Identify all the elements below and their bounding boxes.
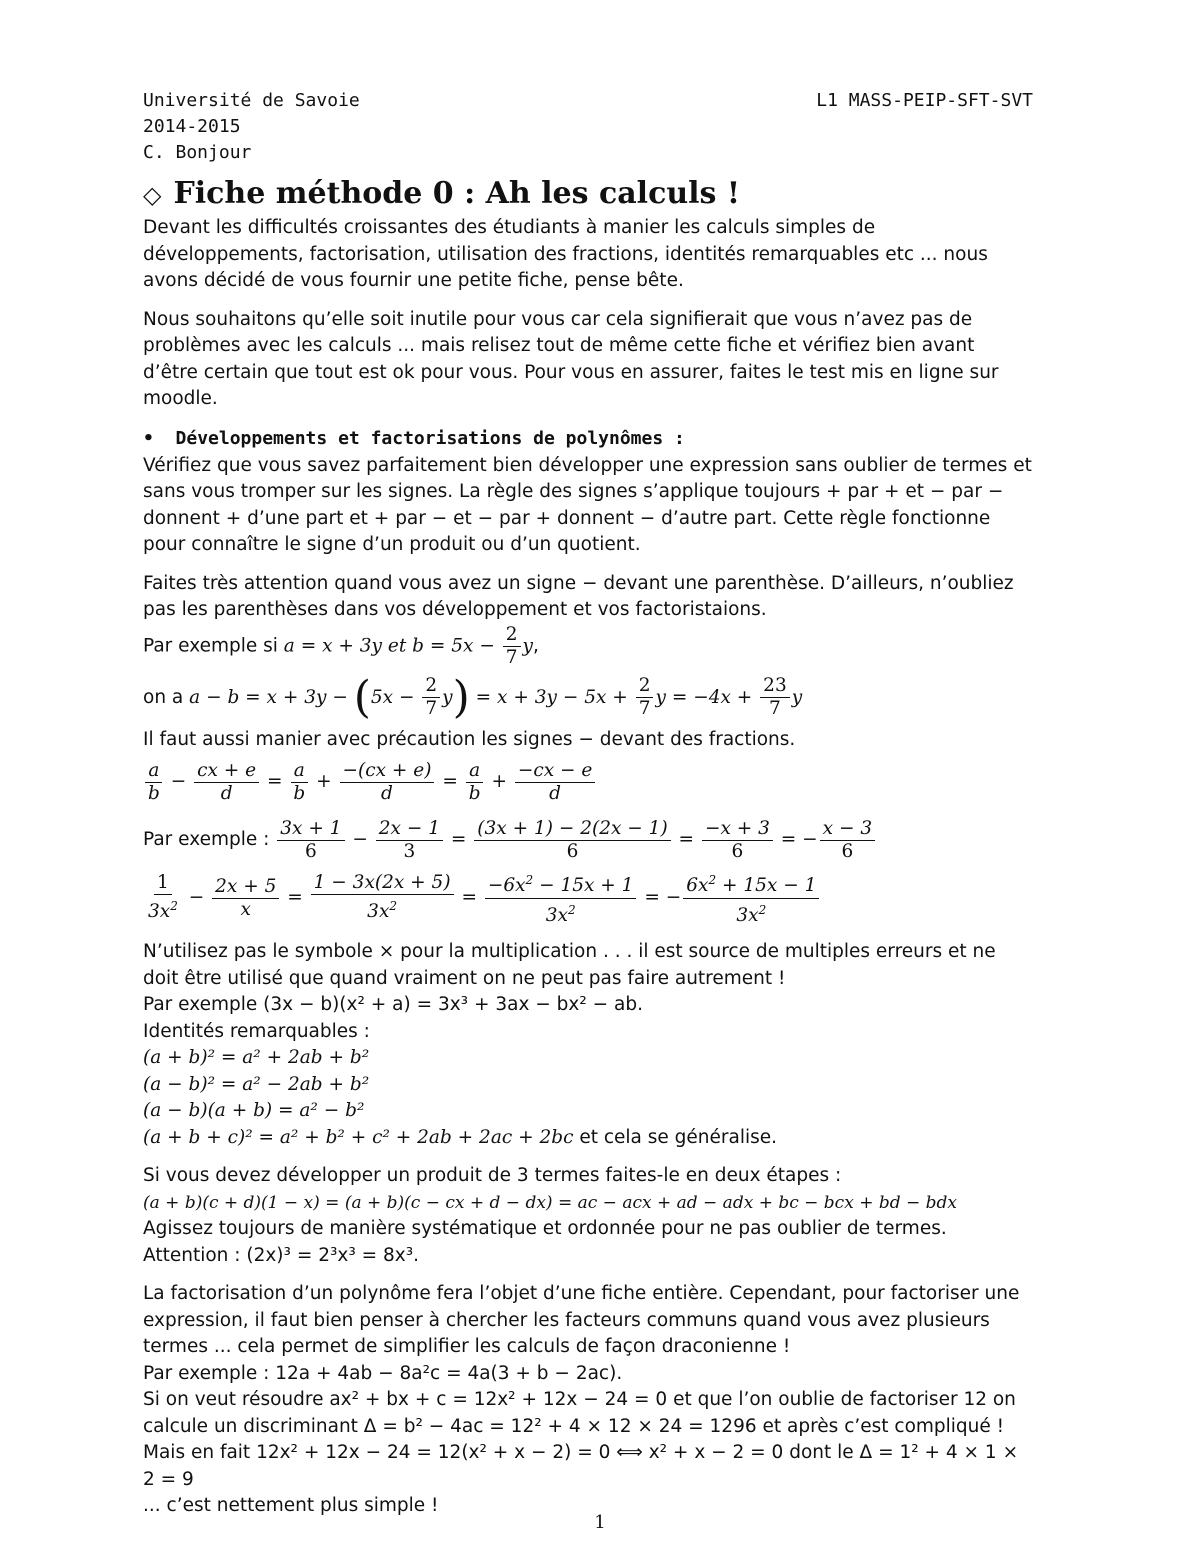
- signs-rule-paragraph: Vérifiez que vous savez parfaitement bien développer une expression sans oublier de termes et sans vous tromper sur les signes. La règle des signes s’applique toujours + par + et − par − donnent + d’une part et + par − et − par + donnent − d’autre part. Cette règle fonctionne pour connaître le signe d’un produit ou d’un quotient.: [143, 454, 1032, 555]
- fraction-example-2: $\frac{1}{3x^2}$ − $\frac{2x + 5}{x}$ = $\frac{1 - 3x(2x + 5)}{3x^2}$ = $\frac{-6x^2 - 15x + 1}{3x^2}$ = − $\frac{6x^2 + 15x - 1}{3x^2}$: [143, 869, 1033, 927]
- course-name: L1 MASS-PEIP-SFT-SVT: [816, 90, 1033, 111]
- factorisation-example: Par exemple : 12a + 4ab − 8a²c = 4a(3 + b − 2ac).: [143, 1362, 623, 1384]
- identity-3: (a − b)(a + b) = a² − b²: [143, 1100, 365, 1121]
- university-name: Université de Savoie: [143, 90, 360, 111]
- multiplication-example: Par exemple (3x − b)(x² + a) = 3x³ + 3ax − bx² − ab.: [143, 994, 643, 1015]
- power-warning: Attention : (2x)³ = 2³x³ = 8x³.: [143, 1244, 420, 1266]
- multiplication-symbol-paragraph: N’utilisez pas le symbole × pour la multiplication . . . il est source de multiples erreurs et ne doit être utilisé que quand vraiment on ne peut pas faire autrement !: [143, 941, 996, 989]
- document-header: [143, 88, 1033, 166]
- identity-4: (a + b + c)² = a² + b² + c² + 2ab + 2ac + 2bc: [143, 1126, 574, 1148]
- simplified-discriminant: Mais en fait 12x² + 12x − 24 = 12(x² + x − 2) = 0 ⟺ x² + x − 2 = 0 dont le Δ = 1² + 4 × 1 × 2 = 9: [143, 1442, 1019, 1490]
- identity-1: (a + b)² = a² + 2ab + b²: [143, 1047, 370, 1068]
- three-terms-paragraph: Si vous devez développer un produit de 3 termes faites-le en deux étapes :: [143, 1165, 842, 1186]
- example-difference: on a a − b = x + 3y − (5x − $\frac{2}{7}$ y) = x + 3y − 5x + $\frac{2}{7}$ y = −4x + $\frac{23}{7}$ y: [143, 671, 803, 723]
- example-prefix: Par exemple si: [143, 635, 284, 656]
- three-terms-example: (a + b)(c + d)(1 − x) = (a + b)(c − cx + d − dx) = ac − acx + ad − adx + bc − bcx + bd − bdx: [143, 1192, 958, 1213]
- identities-label: Identités remarquables :: [143, 1020, 370, 1042]
- identity-2: (a − b)² = a² − 2ab + b²: [143, 1073, 370, 1095]
- example-definition: Par exemple si a = x + 3y et b = 5x − $\frac{2}{7}$ y,: [143, 623, 539, 668]
- fraction-2-7: $\frac{2}{7}$: [503, 624, 521, 669]
- section-heading-text: Développements et factorisations de polynômes :: [175, 427, 685, 449]
- page-title: [143, 174, 1033, 215]
- academic-year: 2014-2015: [143, 116, 241, 137]
- conclusion-line: ... c’est nettement plus simple !: [143, 1495, 439, 1516]
- parenthesis-warning-paragraph: Faites très attention quand vous avez un signe − devant une parenthèse. D’ailleurs, n’oubliez pas les parenthèses dans vos développement et vos factoristaions.: [143, 572, 1014, 620]
- bullet-icon: •: [143, 427, 176, 449]
- identity-4-suffix: et cela se généralise.: [573, 1126, 778, 1148]
- title-text: Fiche méthode 0 : Ah les calculs !: [173, 176, 741, 211]
- page-number: 1: [594, 1512, 606, 1533]
- systematic-paragraph: Agissez toujours de manière systématique et ordonnée pour ne pas oublier de termes.: [143, 1218, 947, 1239]
- diamond-icon: ◇: [143, 181, 162, 209]
- discriminant-paragraph: Si on veut résoudre ax² + bx + c = 12x² + 12x − 24 = 0 et que l’on oublie de factoriser 12 on calcule un discriminant Δ = b² − 4ac = 12² + 4 × 12 × 24 = 1296 et après c’est compliqué !: [143, 1389, 1016, 1437]
- fraction-signs-paragraph: Il faut aussi manier avec précaution les signes − devant des fractions.: [143, 728, 796, 750]
- identity-4-line: [143, 1125, 1033, 1152]
- example-ab-definition: a = x + 3y et b = 5x −: [283, 635, 495, 656]
- intro-paragraph-2: Nous souhaitons qu’elle soit inutile pour vous car cela signifierait que vous n’avez pas de problèmes avec les calculs ... mais relisez tout de même cette fiche et vérifiez bien avant d’être certain que tout est ok pour vous. Pour vous en assurer, faites le test mis en ligne sur moodle.: [143, 308, 999, 409]
- factorisation-paragraph: La factorisation d’un polynôme fera l’objet d’une fiche entière. Cependant, pour factoriser une expression, il faut bien penser à chercher les facteurs communs quand vous avez plusieurs termes ... cela permet de simplifier les calculs de façon draconienne !: [143, 1283, 1020, 1357]
- author-name: C. Bonjour: [143, 142, 252, 163]
- intro-paragraph-1: Devant les difficultés croissantes des étudiants à manier les calculs simples de développements, factorisation, utilisation des fractions, identités remarquables etc ... nous avons décidé de vous fournir une petite fiche, pense bête.: [143, 217, 988, 291]
- section-heading: [143, 425, 1033, 453]
- document-page: [143, 88, 1033, 1520]
- fraction-example-1: Par exemple : $\frac{3x + 1}{6}$ − $\frac{2x - 1}{3}$ = $\frac{(3x + 1) - 2(2x - 1)}{6}$ = $\frac{-x + 3}{6}$ = − $\frac{x - 3}{6}$: [143, 811, 1033, 869]
- fraction-sign-rule: $\frac{a}{b}$ − $\frac{cx + e}{d}$ = $\frac{a}{b}$ + $\frac{-(cx + e)}{d}$ = $\frac{a}{b}$ + $\frac{-cx - e}{d}$: [143, 753, 1033, 811]
